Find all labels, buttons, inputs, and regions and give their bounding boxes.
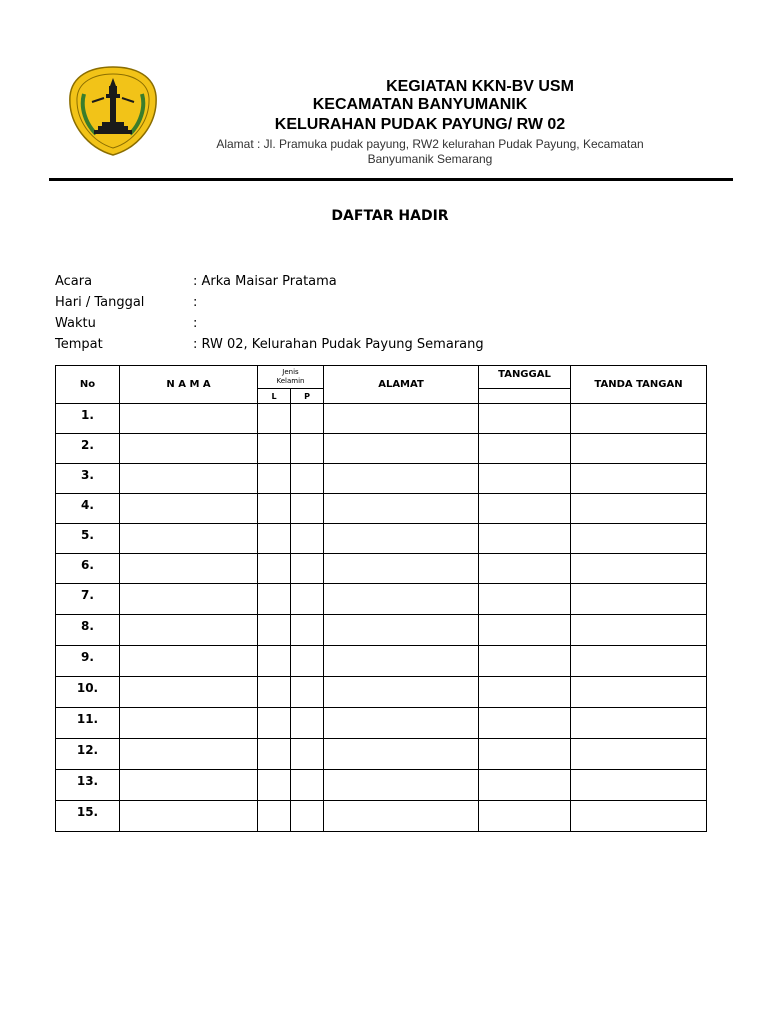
name-cell[interactable] (120, 615, 258, 646)
signature-cell[interactable] (571, 677, 707, 708)
gender-l-cell[interactable] (258, 770, 291, 801)
signature-cell[interactable] (571, 708, 707, 739)
detail-label: Acara (55, 274, 93, 289)
document-title: DAFTAR HADIR (331, 208, 449, 224)
header-tanggal: TANGGAL (479, 366, 571, 389)
gender-l-cell[interactable] (258, 524, 291, 554)
detail-row-hari-tanggal (55, 292, 484, 313)
date-cell[interactable] (479, 584, 571, 615)
row-number: 2. (56, 434, 120, 464)
gender-p-cell[interactable] (291, 739, 324, 770)
address-cell[interactable] (324, 554, 479, 584)
table-row (56, 770, 707, 801)
signature-cell[interactable] (571, 646, 707, 677)
gender-p-cell[interactable] (291, 708, 324, 739)
row-number: 6. (56, 554, 120, 584)
signature-cell[interactable] (571, 739, 707, 770)
address-cell[interactable] (324, 677, 479, 708)
date-cell[interactable] (479, 404, 571, 434)
signature-cell[interactable] (571, 524, 707, 554)
table-row (56, 434, 707, 464)
table-row (56, 524, 707, 554)
gender-l-cell[interactable] (258, 464, 291, 494)
address-cell[interactable] (324, 434, 479, 464)
detail-value: : (193, 316, 198, 331)
header-rule (49, 178, 733, 181)
name-cell[interactable] (120, 434, 258, 464)
detail-row-acara (55, 271, 484, 292)
detail-row-tempat (55, 334, 484, 355)
header-nama: N A M A (120, 366, 258, 404)
address-cell[interactable] (324, 708, 479, 739)
row-number: 10. (56, 677, 120, 708)
gender-p-cell[interactable] (291, 677, 324, 708)
detail-label: Tempat (55, 337, 103, 352)
address-cell[interactable] (324, 646, 479, 677)
row-number: 8. (56, 615, 120, 646)
table-row (56, 554, 707, 584)
gender-l-cell[interactable] (258, 739, 291, 770)
attendance-table (55, 365, 707, 832)
date-cell[interactable] (479, 494, 571, 524)
row-number: 4. (56, 494, 120, 524)
header-l: L (258, 389, 291, 404)
name-cell[interactable] (120, 646, 258, 677)
detail-row-waktu (55, 313, 484, 334)
gender-p-cell[interactable] (291, 646, 324, 677)
signature-cell[interactable] (571, 464, 707, 494)
address-cell[interactable] (324, 524, 479, 554)
date-cell[interactable] (479, 615, 571, 646)
date-cell[interactable] (479, 524, 571, 554)
signature-cell[interactable] (571, 584, 707, 615)
date-cell[interactable] (479, 677, 571, 708)
detail-value: : (193, 295, 198, 310)
gender-l-cell[interactable] (258, 801, 291, 832)
address-cell[interactable] (324, 770, 479, 801)
name-cell[interactable] (120, 464, 258, 494)
header-jenis-line2: Kelamin (276, 377, 305, 385)
gender-l-cell[interactable] (258, 554, 291, 584)
row-number: 5. (56, 524, 120, 554)
gender-p-cell[interactable] (291, 434, 324, 464)
address-cell[interactable] (324, 494, 479, 524)
gender-p-cell[interactable] (291, 801, 324, 832)
date-cell[interactable] (479, 708, 571, 739)
gender-p-cell[interactable] (291, 584, 324, 615)
date-cell[interactable] (479, 739, 571, 770)
name-cell[interactable] (120, 494, 258, 524)
table-row (56, 494, 707, 524)
attendance-body (56, 404, 707, 832)
date-cell[interactable] (479, 801, 571, 832)
table-row (56, 646, 707, 677)
gender-l-cell[interactable] (258, 404, 291, 434)
detail-value: : RW 02, Kelurahan Pudak Payung Semarang (193, 337, 484, 352)
row-number: 1. (56, 404, 120, 434)
gender-p-cell[interactable] (291, 404, 324, 434)
row-number: 11. (56, 708, 120, 739)
address-cell[interactable] (324, 464, 479, 494)
address-line-1: Alamat : Jl. Pramuka pudak payung, RW2 kelurahan Pudak Payung, Kecamatan (216, 137, 644, 151)
gender-l-cell[interactable] (258, 646, 291, 677)
name-cell[interactable] (120, 739, 258, 770)
header-address (190, 137, 670, 167)
gender-l-cell[interactable] (258, 494, 291, 524)
signature-cell[interactable] (571, 801, 707, 832)
address-cell[interactable] (324, 615, 479, 646)
signature-cell[interactable] (571, 554, 707, 584)
table-row (56, 615, 707, 646)
address-cell[interactable] (324, 584, 479, 615)
gender-l-cell[interactable] (258, 584, 291, 615)
gender-l-cell[interactable] (258, 677, 291, 708)
date-cell[interactable] (479, 646, 571, 677)
date-cell[interactable] (479, 770, 571, 801)
date-cell[interactable] (479, 464, 571, 494)
signature-cell[interactable] (571, 615, 707, 646)
name-cell[interactable] (120, 554, 258, 584)
header-no: No (56, 366, 120, 404)
header-line-3: KELURAHAN PUDAK PAYUNG/ RW 02 (274, 116, 566, 133)
address-cell[interactable] (324, 801, 479, 832)
header-line-2: KECAMATAN BANYUMANIK (312, 96, 528, 113)
gender-p-cell[interactable] (291, 494, 324, 524)
gender-l-cell[interactable] (258, 615, 291, 646)
gender-p-cell[interactable] (291, 554, 324, 584)
name-cell[interactable] (120, 770, 258, 801)
detail-label: Hari / Tanggal (55, 295, 145, 310)
detail-value: : Arka Maisar Pratama (193, 274, 337, 289)
row-number: 13. (56, 770, 120, 801)
gender-p-cell[interactable] (291, 464, 324, 494)
table-row (56, 584, 707, 615)
header-jenis-line1: Jenis (282, 368, 299, 376)
header-p: P (291, 389, 324, 404)
name-cell[interactable] (120, 801, 258, 832)
header-line-1: KEGIATAN KKN-BV USM (386, 78, 574, 95)
name-cell[interactable] (120, 708, 258, 739)
address-cell[interactable] (324, 739, 479, 770)
date-cell[interactable] (479, 434, 571, 464)
table-row (56, 677, 707, 708)
name-cell[interactable] (120, 584, 258, 615)
row-number: 7. (56, 584, 120, 615)
row-number: 12. (56, 739, 120, 770)
header-alamat: ALAMAT (324, 366, 479, 404)
signature-cell[interactable] (571, 494, 707, 524)
gender-p-cell[interactable] (291, 615, 324, 646)
table-row (56, 404, 707, 434)
university-logo (66, 64, 160, 158)
table-row (56, 708, 707, 739)
header-jenis-kelamin (258, 366, 324, 389)
header-tanda-tangan: TANDA TANGAN (571, 366, 707, 404)
address-cell[interactable] (324, 404, 479, 434)
table-row (56, 739, 707, 770)
row-number: 15. (56, 801, 120, 832)
header-tanggal-sub (479, 389, 571, 404)
signature-cell[interactable] (571, 404, 707, 434)
gender-l-cell[interactable] (258, 434, 291, 464)
name-cell[interactable] (120, 524, 258, 554)
table-row (56, 464, 707, 494)
address-line-2: Banyumanik Semarang (367, 152, 493, 166)
date-cell[interactable] (479, 554, 571, 584)
event-details (55, 271, 484, 355)
row-number: 3. (56, 464, 120, 494)
detail-label: Waktu (55, 316, 96, 331)
gender-l-cell[interactable] (258, 708, 291, 739)
name-cell[interactable] (120, 677, 258, 708)
signature-cell[interactable] (571, 770, 707, 801)
name-cell[interactable] (120, 404, 258, 434)
signature-cell[interactable] (571, 434, 707, 464)
gender-p-cell[interactable] (291, 524, 324, 554)
gender-p-cell[interactable] (291, 770, 324, 801)
table-row (56, 801, 707, 832)
row-number: 9. (56, 646, 120, 677)
